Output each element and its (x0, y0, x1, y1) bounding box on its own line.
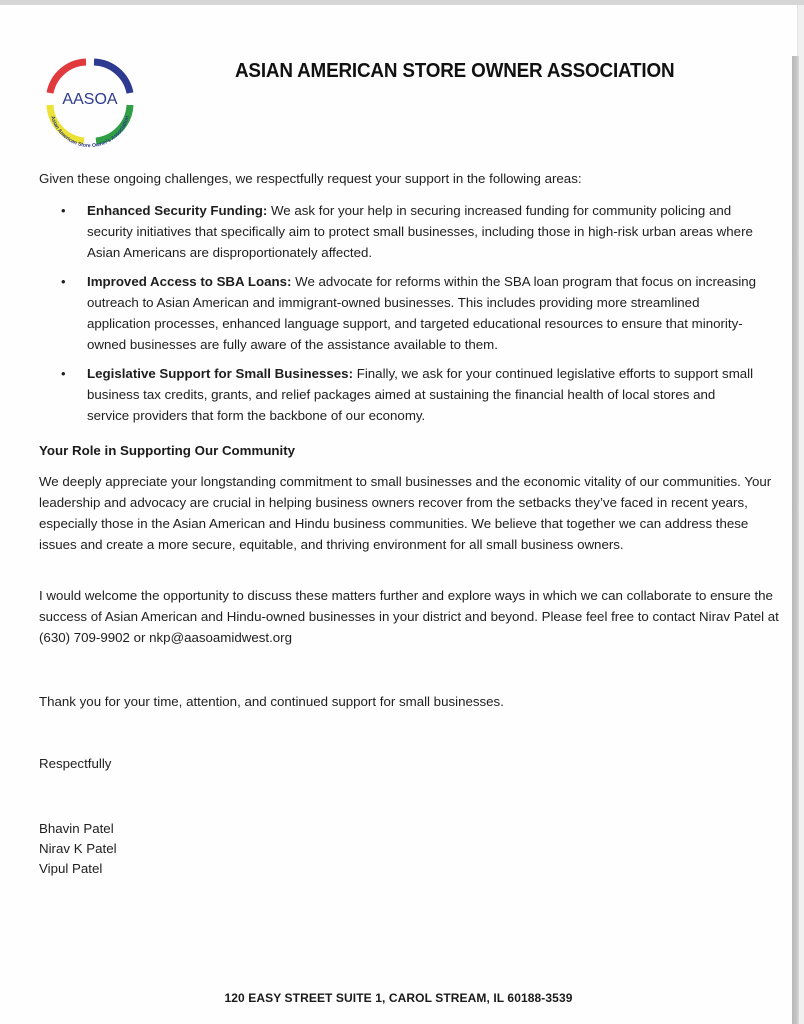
bullet-icon: • (61, 366, 66, 381)
svg-text:Asian American Store Owner's A (49, 115, 131, 149)
signature-block (39, 819, 117, 879)
request-heading: Legislative Support for Small Businesses: (87, 366, 354, 381)
request-heading: Enhanced Security Funding: (87, 203, 268, 218)
request-item-security-funding (39, 200, 759, 263)
request-text: We ask for your help in securing increased funding for community policing and security initiatives that specifically aim to protect small businesses, including those in high-risk urban areas where Asian Americans are disproportionately affected. (87, 203, 753, 260)
request-list (39, 200, 759, 434)
signatory-name: Nirav K Patel (39, 841, 117, 856)
request-item-sba-loans (39, 271, 759, 355)
footer-address: 120 EASY STREET SUITE 1, CAROL STREAM, IL 60188-3539 (224, 991, 573, 1005)
closing-salutation: Respectfully (39, 756, 112, 771)
logo-ring-icon (36, 55, 144, 155)
bullet-icon: • (61, 203, 66, 218)
scrollbar-thumb[interactable] (792, 56, 799, 1024)
contact-paragraph: I would welcome the opportunity to discuss these matters further and explore ways in which we can collaborate to ensure the success of Asian American and Hindu-owned businesses in your district and beyond. Please feel free to contact Nirav Patel at (630) 709-9902 or nkp@aasoamidwest.org (39, 588, 779, 645)
community-paragraph: We deeply appreciate your longstanding commitment to small businesses and the economic vitality of our communities. Your leadership and advocacy are crucial in helping business owners recover from the setbacks they’ve faced in recent years, especially those in the Asian American and Hindu business communities. We believe that together we can address these issues and create a more secure, equitable, and thriving environment for all small business owners. (39, 474, 772, 552)
signatory-name: Bhavin Patel (39, 821, 114, 836)
request-text: We advocate for reforms within the SBA loan program that focus on increasing outreach to Asian American and immigrant-owned businesses. This includes providing more streamlined application processes, enhanced language support, and targeted educational resources to ensure that minority-owned businesses are fully aware of the assistance available to them. (87, 274, 757, 352)
logo-arc-text: Asian American Store Owner's Association (49, 115, 131, 150)
request-heading: Improved Access to SBA Loans: (87, 274, 292, 289)
signatory-name: Vipul Patel (39, 861, 103, 876)
bullet-icon: • (61, 274, 66, 289)
intro-paragraph: Given these ongoing challenges, we respectfully request your support in the following areas: (39, 171, 582, 186)
thanks-line: Thank you for your time, attention, and continued support for small businesses. (39, 694, 504, 709)
section-heading: Your Role in Supporting Our Community (39, 443, 296, 458)
aasoa-logo (36, 55, 144, 155)
organization-title: ASIAN AMERICAN STORE OWNER ASSOCIATION (235, 59, 675, 82)
logo-acronym: AASOA (62, 91, 118, 108)
request-item-legislative-support (39, 363, 759, 426)
request-text: Finally, we ask for your continued legislative efforts to support small business tax credits, grants, and relief packages aimed at sustaining the financial health of local stores and service providers that form the backbone of our economy. (87, 366, 754, 423)
document-page (0, 5, 798, 1024)
